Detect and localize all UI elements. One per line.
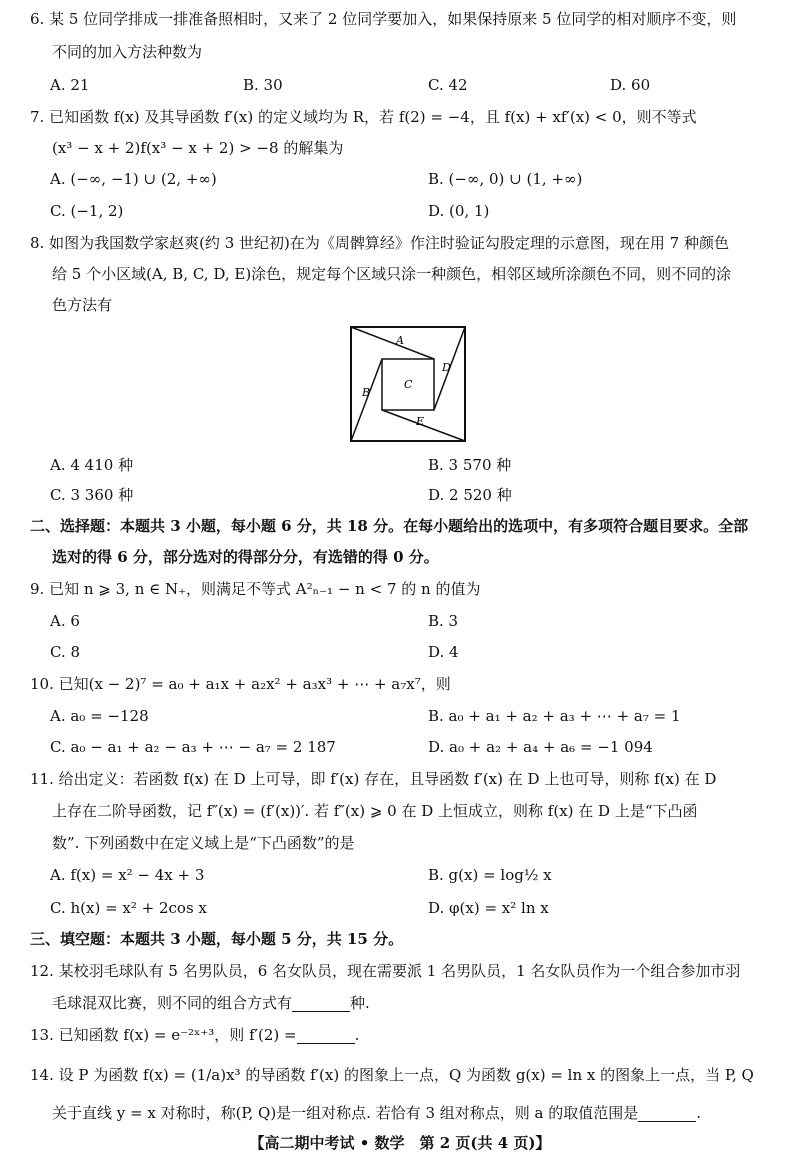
- q8-option-c: C. 3 360 种: [50, 486, 134, 504]
- q13-text: 13. 已知函数 f(x) = e⁻²ˣ⁺³，则 f′(2) =: [30, 1026, 297, 1044]
- q12-suffix: 种.: [350, 994, 370, 1012]
- q11-option-a: A. f(x) = x² − 4x + 3: [50, 866, 205, 884]
- q6-option-b: B. 30: [243, 76, 283, 94]
- q13-suffix: .: [354, 1026, 360, 1044]
- label-b: B: [362, 386, 371, 399]
- q12-text: 毛球混双比赛，则不同的组合方式有: [52, 994, 293, 1012]
- q12-answer-blank[interactable]: [292, 996, 350, 1012]
- q7-line1: 7. 已知函数 f(x) 及其导函数 f′(x) 的定义域均为 R，若 f(2) = −4，且 f(x) + xf′(x) < 0，则不等式: [30, 108, 697, 126]
- q6-option-c: C. 42: [428, 76, 468, 94]
- q8-option-d: D. 2 520 种: [428, 486, 512, 504]
- q8-options-row2: [0, 486, 800, 508]
- q10-option-a: A. a₀ = −128: [50, 707, 149, 725]
- q7-options-row1: [0, 170, 800, 192]
- q7-option-d: D. (0, 1): [428, 202, 490, 220]
- q8-line2: 给 5 个小区域(A, B, C, D, E)涂色，规定每个区域只涂一种颜色，相邻区域所涂颜色不同，则不同的涂: [52, 265, 732, 283]
- q9-line1: 9. 已知 n ⩾ 3, n ∈ N₊，则满足不等式 A²ₙ₋₁ − n < 7 的 n 的值为: [30, 580, 481, 598]
- q9-option-a: A. 6: [50, 612, 80, 630]
- q10-line1: 10. 已知(x − 2)⁷ = a₀ + a₁x + a₂x² + a₃x³ + ⋯ + a₇x⁷，则: [30, 675, 451, 693]
- q6-option-d: D. 60: [610, 76, 651, 94]
- q13-answer-blank[interactable]: [297, 1028, 355, 1044]
- q13-line1: [30, 1026, 359, 1044]
- q6-line1: 6. 某 5 位同学排成一排准备照相时，又来了 2 位同学要加入，如果保持原来 5 位同学的相对顺序不变，则: [30, 10, 737, 28]
- q6-option-a: A. 21: [50, 76, 90, 94]
- q11-options-row2: [0, 899, 800, 921]
- q8-option-b: B. 3 570 种: [428, 456, 512, 474]
- section2-heading-line1: 二、选择题：本题共 3 小题，每小题 6 分，共 18 分。在每小题给出的选项中，有多项符合题目要求。全部: [30, 517, 749, 535]
- q7-option-c: C. (−1, 2): [50, 202, 124, 220]
- q9-options-row2: [0, 643, 800, 665]
- q8-option-a: A. 4 410 种: [50, 456, 134, 474]
- zhao-shuang-diagram: [350, 326, 466, 442]
- q14-suffix: .: [696, 1104, 702, 1122]
- q7-options-row2: [0, 202, 800, 224]
- q10-option-c: C. a₀ − a₁ + a₂ − a₃ + ⋯ − a₇ = 2 187: [50, 738, 336, 756]
- q14-line2: [52, 1104, 701, 1122]
- q9-option-b: B. 3: [428, 612, 459, 630]
- q14-line1: 14. 设 P 为函数 f(x) = (1/a)x³ 的导函数 f′(x) 的图象上一点，Q 为函数 g(x) = ln x 的图象上一点，当 P, Q: [30, 1066, 754, 1084]
- page-footer: 【高二期中考试 • 数学 第 2 页(共 4 页)】: [249, 1134, 551, 1152]
- q11-line1: 11. 给出定义：若函数 f(x) 在 D 上可导，即 f′(x) 存在，且导函数 f′(x) 在 D 上也可导，则称 f(x) 在 D: [30, 770, 717, 788]
- q8-line3: 色方法有: [52, 296, 113, 314]
- q10-options-row1: [0, 707, 800, 729]
- q7-option-a: A. (−∞, −1) ∪ (2, +∞): [50, 170, 217, 188]
- q7-line2: (x³ − x + 2)f(x³ − x + 2) > −8 的解集为: [52, 139, 344, 157]
- q11-option-b: B. g(x) = log½ x: [428, 866, 552, 884]
- q9-options-row1: [0, 612, 800, 634]
- q14-answer-blank[interactable]: [638, 1106, 696, 1122]
- q11-options-row1: [0, 866, 800, 888]
- q10-options-row2: [0, 738, 800, 760]
- q11-option-d: D. φ(x) = x² ln x: [428, 899, 549, 917]
- q11-line2: 上存在二阶导函数，记 f″(x) = (f′(x))′. 若 f″(x) ⩾ 0 在 D 上恒成立，则称 f(x) 在 D 上是“下凸函: [52, 802, 698, 820]
- q9-option-d: D. 4: [428, 643, 459, 661]
- q8-options-row1: [0, 456, 800, 478]
- label-a: A: [396, 334, 404, 347]
- label-e: E: [416, 415, 425, 428]
- q12-line2: [52, 994, 370, 1012]
- q14-text: 关于直线 y = x 对称时，称(P, Q)是一组对称点. 若恰有 3 组对称点，则 a 的取值范围是: [52, 1104, 639, 1122]
- label-c: C: [404, 378, 413, 391]
- q6-line2: 不同的加入方法种数为: [52, 43, 203, 61]
- q8-line1: 8. 如图为我国数学家赵爽(约 3 世纪初)在为《周髀算经》作注时验证勾股定理的示意图，现在用 7 种颜色: [30, 234, 729, 252]
- q9-option-c: C. 8: [50, 643, 81, 661]
- diagram-line-1: [351, 327, 434, 359]
- label-d: D: [442, 361, 451, 374]
- q6-options: [0, 76, 800, 98]
- q11-line3: 数”. 下列函数中在定义域上是“下凸函数”的是: [52, 834, 355, 852]
- diagram-line-4: [351, 359, 382, 441]
- q7-option-b: B. (−∞, 0) ∪ (1, +∞): [428, 170, 583, 188]
- section3-heading: 三、填空题：本题共 3 小题，每小题 5 分，共 15 分。: [30, 930, 404, 948]
- section2-heading-line2: 选对的得 6 分，部分选对的得部分分，有选错的得 0 分。: [52, 548, 439, 566]
- q10-option-d: D. a₀ + a₂ + a₄ + a₆ = −1 094: [428, 738, 653, 756]
- q12-line1: 12. 某校羽毛球队有 5 名男队员，6 名女队员，现在需要派 1 名男队员，1 名女队员作为一个组合参加市羽: [30, 962, 741, 980]
- q11-option-c: C. h(x) = x² + 2cos x: [50, 899, 207, 917]
- q10-option-b: B. a₀ + a₁ + a₂ + a₃ + ⋯ + a₇ = 1: [428, 707, 681, 725]
